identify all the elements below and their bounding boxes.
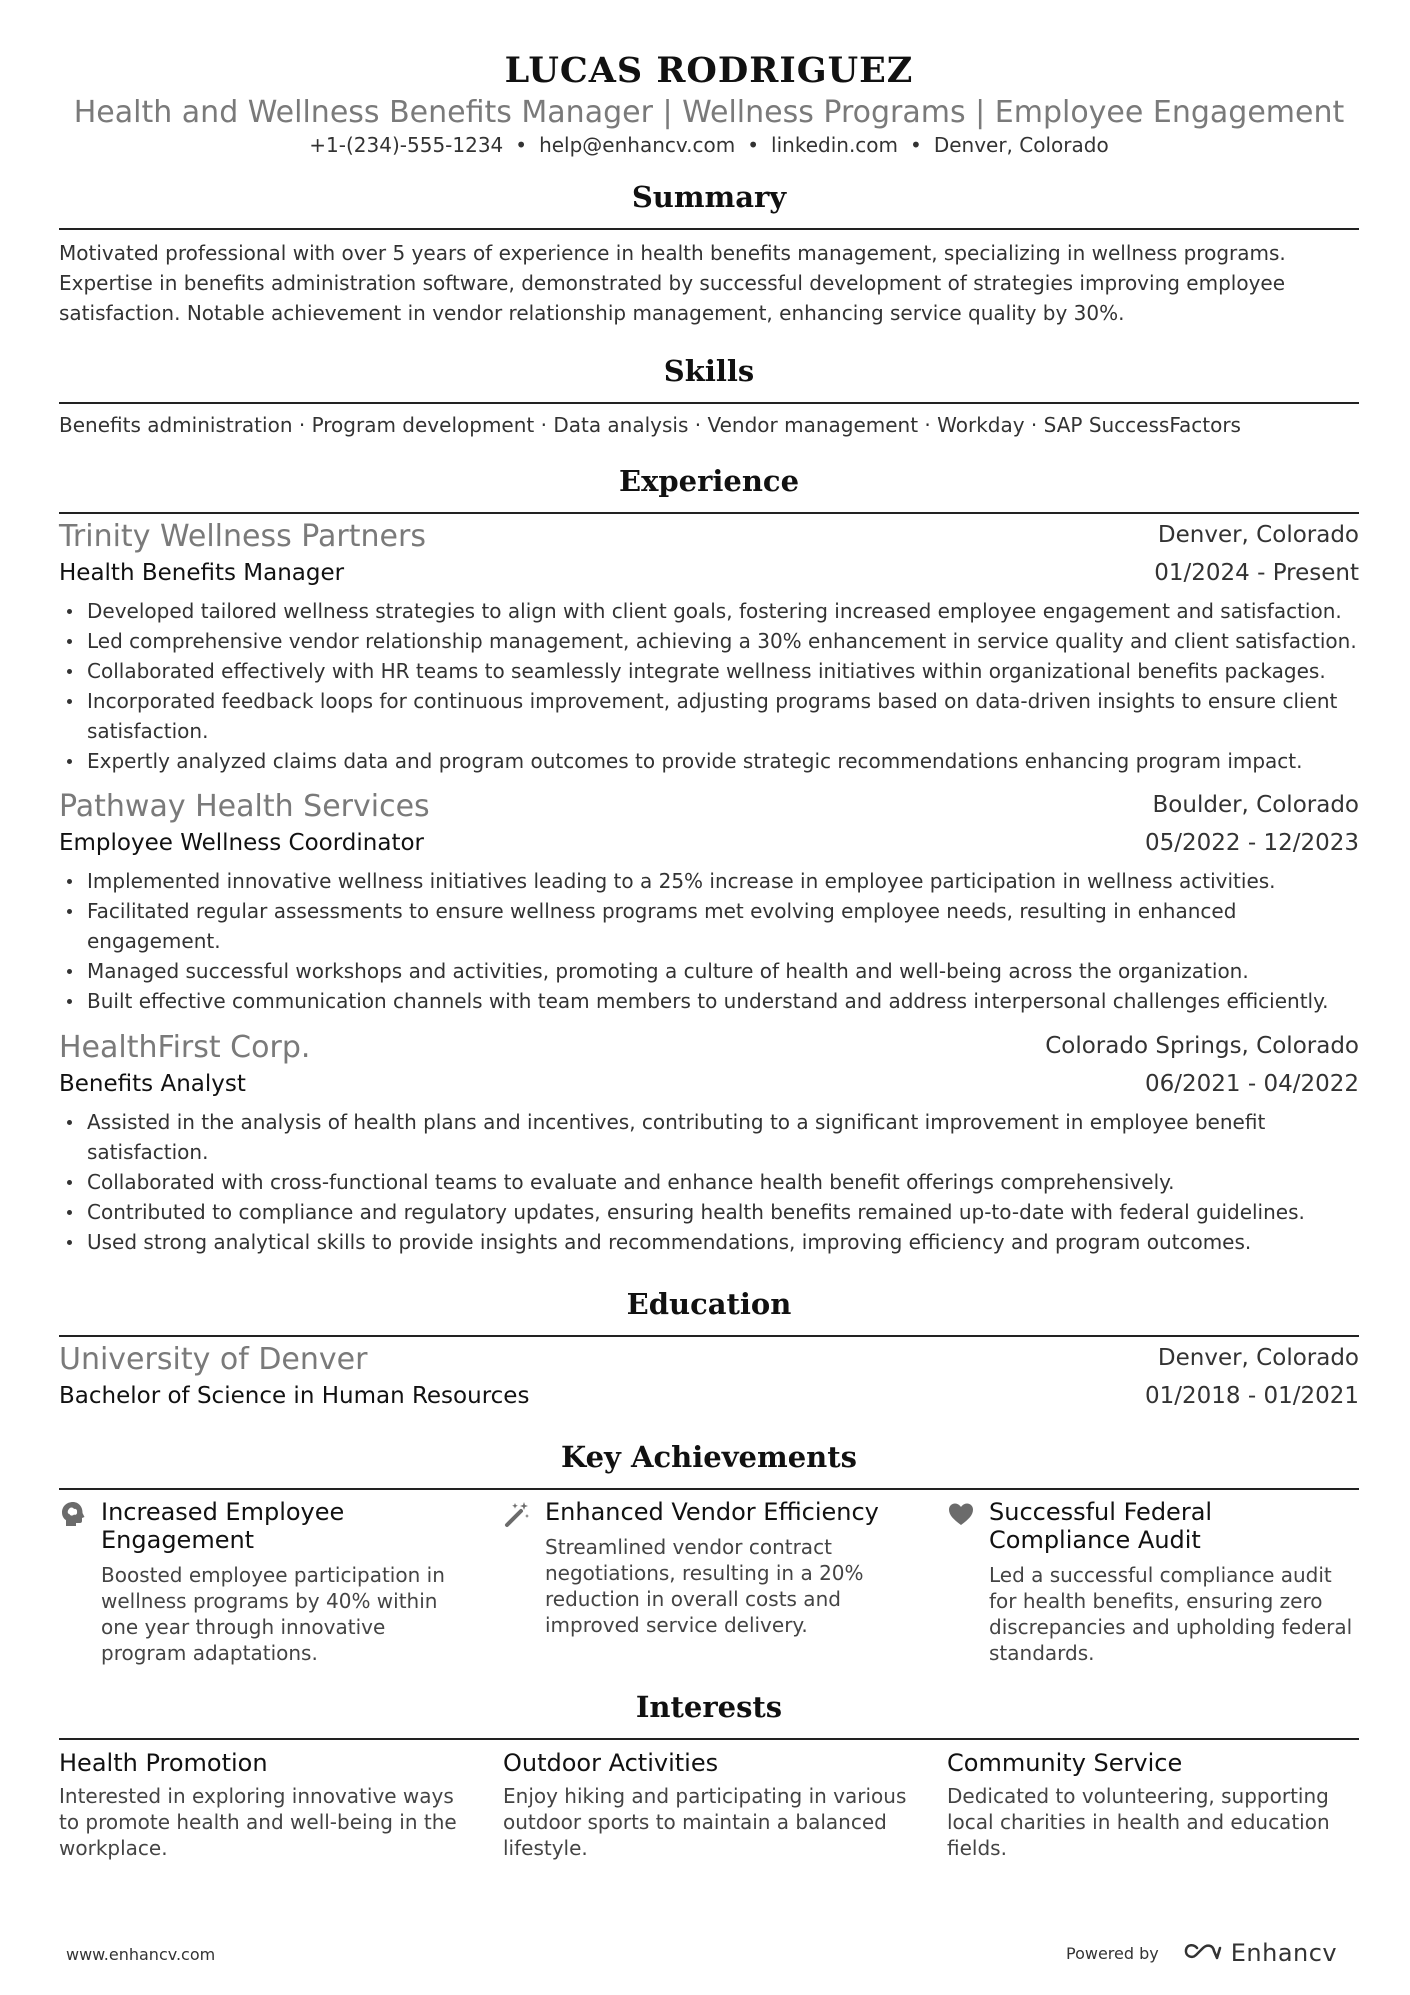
- job-bullets: [59, 1107, 1359, 1257]
- bullet-item: Contributed to compliance and regulatory updates, ensuring health benefits remained up-to-date with federal guidelines.: [87, 1197, 1359, 1227]
- job-location: Boulder, Colorado: [1152, 792, 1359, 818]
- school-name: University of Denver: [59, 1342, 368, 1377]
- job-title: Benefits Analyst: [59, 1071, 246, 1097]
- bullet-item: Used strong analytical skills to provide insights and recommendations, improving efficiency and program outcomes.: [87, 1227, 1359, 1257]
- summary-heading: Summary: [631, 180, 787, 214]
- linkedin-link[interactable]: linkedin.com: [771, 133, 899, 157]
- degree: Bachelor of Science in Human Resources: [59, 1383, 530, 1409]
- bullet-item: Led comprehensive vendor relationship management, achieving a 30% enhancement in service quality and client satisfaction.: [87, 626, 1359, 656]
- job-dates: 06/2021 - 04/2022: [1144, 1071, 1359, 1097]
- enhancv-logo-icon: [1183, 1942, 1223, 1964]
- section-divider: [59, 1335, 1359, 1337]
- footer-website-link[interactable]: www.enhancv.com: [66, 1945, 216, 1964]
- job-dates: 05/2022 - 12/2023: [1144, 830, 1359, 856]
- achievement-desc: Streamlined vendor contract negotiations, resulting in a 20% reduction in overall costs and improved service delivery.: [545, 1535, 864, 1637]
- interest-title: Outdoor Activities: [503, 1749, 719, 1777]
- bullet-item: Assisted in the analysis of health plans and incentives, contributing to a significant improvement in employee benefit satisfaction.: [87, 1107, 1359, 1167]
- separator-dot: •: [910, 133, 922, 157]
- bullet-item: Developed tailored wellness strategies to align with client goals, fostering increased employee engagement and satisfaction.: [87, 596, 1359, 626]
- skills-list: Benefits administration · Program development · Data analysis · Vendor management · Workday · SAP SuccessFactors: [59, 413, 1241, 437]
- company-name: Pathway Health Services: [59, 789, 430, 824]
- section-divider: [59, 1738, 1359, 1740]
- company-name: HealthFirst Corp.: [59, 1030, 311, 1065]
- candidate-name: LUCAS RODRIGUEZ: [504, 50, 914, 91]
- summary-text: Motivated professional with over 5 years of experience in health benefits management, specializing in wellness programs. Expertise in benefits administration software, demonstrated by successful development of strategies improving employee satisfaction. Notable achievement in vendor relationship management, enhancing service quality by 30%.: [59, 241, 1286, 325]
- contact-line: [59, 133, 1359, 157]
- job-title: Health Benefits Manager: [59, 560, 345, 586]
- bullet-item: Expertly analyzed claims data and program outcomes to provide strategic recommendations enhancing program impact.: [87, 746, 1359, 776]
- separator-dot: •: [515, 133, 528, 157]
- separator-dot: •: [747, 133, 760, 157]
- achievement-title: Increased Employee Engagement: [101, 1498, 345, 1554]
- interests-heading: Interests: [635, 1690, 783, 1724]
- phone-number: +1-(234)-555-1234: [309, 133, 504, 157]
- school-location: Denver, Colorado: [1157, 1345, 1359, 1371]
- section-divider: [59, 1488, 1359, 1490]
- bullet-item: Collaborated with cross-functional teams to evaluate and enhance health benefit offerings comprehensively.: [87, 1167, 1359, 1197]
- job-title: Employee Wellness Coordinator: [59, 830, 425, 856]
- section-divider: [59, 228, 1359, 230]
- achievement-desc: Boosted employee participation in wellness programs by 40% within one year through innovative program adaptations.: [101, 1563, 445, 1665]
- interest-desc: Dedicated to volunteering, supporting local charities in health and education fields.: [947, 1784, 1330, 1860]
- achievement-title: Successful Federal Compliance Audit: [989, 1498, 1213, 1554]
- job-location: Denver, Colorado: [1157, 522, 1359, 548]
- powered-by-label: Powered by: [1066, 1943, 1159, 1963]
- magic-wand-icon: [503, 1500, 531, 1528]
- bullet-item: Implemented innovative wellness initiatives leading to a 25% increase in employee participation in wellness activities.: [87, 866, 1359, 896]
- location: Denver, Colorado: [933, 133, 1109, 157]
- company-name: Trinity Wellness Partners: [59, 519, 426, 554]
- job-bullets: [59, 866, 1359, 1016]
- education-dates: 01/2018 - 01/2021: [1144, 1383, 1359, 1409]
- interest-desc: Enjoy hiking and participating in various outdoor sports to maintain a balanced lifestyle.: [503, 1784, 907, 1860]
- bullet-item: Facilitated regular assessments to ensure wellness programs met evolving employee needs, resulting in enhanced engagement.: [87, 896, 1359, 956]
- section-divider: [59, 402, 1359, 404]
- section-divider: [59, 512, 1359, 514]
- bullet-item: Managed successful workshops and activities, promoting a culture of health and well-being across the organization.: [87, 956, 1359, 986]
- bullet-item: Incorporated feedback loops for continuous improvement, adjusting programs based on data-driven insights to ensure client satisfaction.: [87, 686, 1359, 746]
- bullet-item: Built effective communication channels with team members to understand and address interpersonal challenges efficiently.: [87, 986, 1359, 1016]
- achievement-desc: Led a successful compliance audit for health benefits, ensuring zero discrepancies and upholding federal standards.: [989, 1563, 1353, 1665]
- education-heading: Education: [626, 1287, 792, 1321]
- skills-heading: Skills: [663, 354, 755, 388]
- experience-heading: Experience: [618, 464, 800, 498]
- interest-title: Health Promotion: [59, 1749, 268, 1777]
- footer-branding: [1066, 1938, 1337, 1968]
- interest-desc: Interested in exploring innovative ways to promote health and well-being in the workplace.: [59, 1784, 457, 1860]
- achievement-title: Enhanced Vendor Efficiency: [545, 1498, 879, 1526]
- candidate-headline: Health and Wellness Benefits Manager | Wellness Programs | Employee Engagement: [73, 95, 1345, 130]
- email-link[interactable]: help@enhancv.com: [539, 133, 736, 157]
- bullet-item: Collaborated effectively with HR teams to seamlessly integrate wellness initiatives within organizational benefits packages.: [87, 656, 1359, 686]
- heart-icon: [947, 1500, 975, 1528]
- job-location: Colorado Springs, Colorado: [1045, 1033, 1359, 1059]
- job-bullets: [59, 596, 1359, 776]
- job-dates: 01/2024 - Present: [1154, 560, 1359, 586]
- achievements-heading: Key Achievements: [561, 1440, 857, 1474]
- head-brain-icon: [59, 1500, 87, 1528]
- interest-title: Community Service: [947, 1749, 1183, 1777]
- enhancv-brand[interactable]: Enhancv: [1230, 1939, 1338, 1967]
